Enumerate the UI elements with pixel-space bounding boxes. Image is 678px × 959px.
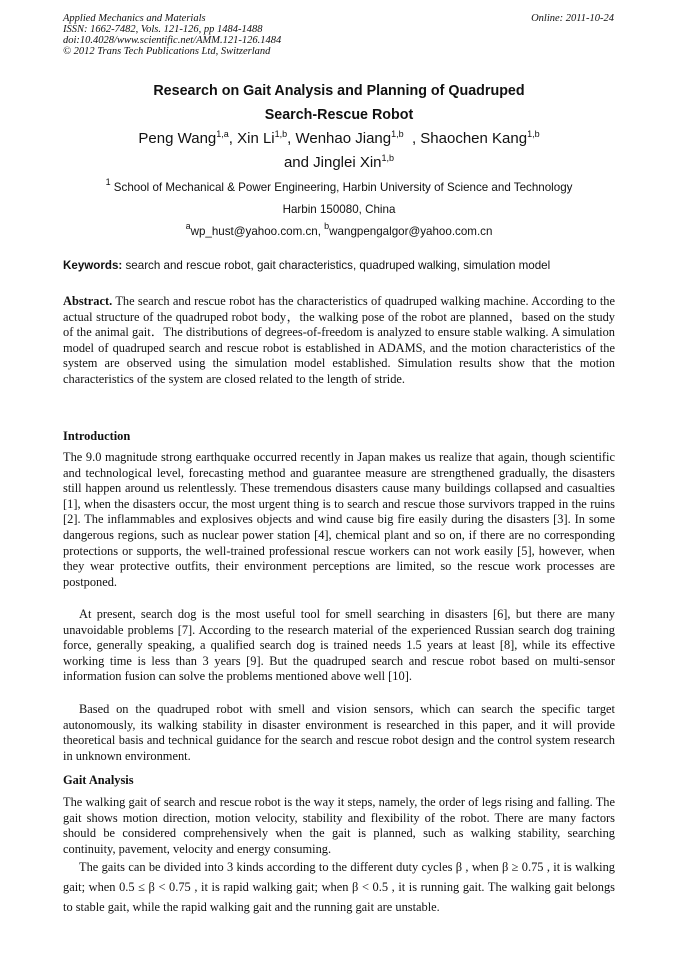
affiliation-line-1	[63, 177, 615, 198]
email-a: wp_hust@yahoo.com.cn,	[190, 225, 325, 238]
abstract-label: Abstract.	[63, 294, 113, 308]
author-superscript: 1,b	[274, 129, 288, 139]
email-b: wangpengalgor@yahoo.com.cn	[329, 225, 493, 238]
author-superscript: 1,b	[391, 129, 404, 139]
author-name: , Wenhao Jiang	[287, 130, 392, 147]
introduction-paragraph-3: Based on the quadruped robot with smell and vision sensors, which can search the specific target autonomously, its walking stability in disaster environment is researched in this paper, and it will provide theoretical basis and technical guidance for the search and rescue robot design and the control system research in unknown environment.	[63, 702, 615, 763]
copyright-line: © 2012 Trans Tech Publications Ltd, Switzerland	[63, 46, 271, 57]
author-list-line-1	[63, 127, 615, 151]
doi-line: doi:10.4028/www.scientific.net/AMM.121-126.1484	[63, 35, 282, 46]
email-superscript: a	[185, 221, 191, 231]
gait-paragraph-2: The gaits can be divided into 3 kinds according to the different duty cycles β , when β ≥ 0.75 , it is walking gait; when 0.5 ≤ β < 0.75 , it is rapid walking gait; when β < 0.5 , it is running gait. The walking gait belongs to stable gait, while the rapid walking gait and the running gait are unstable.	[63, 860, 615, 914]
online-date: Online: 2011-10-24	[531, 13, 614, 24]
affiliation-text: School of Mechanical & Power Engineering, Harbin University of Science and Technology	[110, 181, 573, 194]
introduction-paragraph-1: The 9.0 magnitude strong earthquake occurred recently in Japan makes us realize that again, though scientific and technological level, forecasting method and guarantee measure are strengthened gradually, the disasters still happen around us relentlessly. These tremendous disasters cause many buildings collapsed and casualties [1], when the disasters occur, the most urgent thing is to search and rescue those survivors trapped in the ruins [2]. The inflammables and explosives objects and wind cause big fire easily during the disasters [3]. In some dangerous regions, such as nuclear power station [4], chemical plant and so on, if there are no corresponding protections or supports, the well-trained professional rescue workers can not work easily [5], however, when they wear protective outfits, their environment perceptions are limited, so the rescue work processes are postponed.	[63, 450, 615, 589]
keywords-text: search and rescue robot, gait characteristics, quadruped walking, simulation model	[122, 259, 551, 272]
author-superscript: 1,a	[216, 129, 229, 139]
author-superscript: 1,b	[527, 129, 540, 139]
author-list-line-2	[63, 151, 615, 175]
journal-name: Applied Mechanics and Materials	[63, 13, 206, 24]
gait-analysis-heading: Gait Analysis	[63, 773, 134, 787]
author-name: , Shaochen Kang	[403, 130, 528, 147]
author-superscript: 1,b	[381, 153, 395, 163]
affiliation-superscript: 1	[105, 177, 111, 187]
journal-header	[63, 13, 281, 57]
affiliation-line-2: Harbin 150080, China	[282, 203, 396, 216]
introduction-paragraph-2: At present, search dog is the most useful tool for smell searching in disasters [6], but there are many unavoidable problems [7]. According to the research material of the experienced Russian search dog training force, generally speaking, a qualified search dog is trained needs 1.5 years at least [8], while its effective working time is less than 3 years [9]. But the quadruped search and rescue robot based on multi-sensor information fusion can solve the problems mentioned above well [10].	[63, 607, 615, 684]
abstract-paragraph	[63, 294, 615, 388]
author-name: , Xin Li	[228, 130, 275, 147]
gait-paragraph-1: The walking gait of search and rescue robot is the way it steps, namely, the order of legs rising and falling. The gait shows motion direction, motion velocity, stability and flexibility of the robot. There are many factors should be considered comprehensively when the gait is planned, such as walking stability, searching continuity, pavement, velocity and energy consuming.	[63, 795, 615, 856]
author-name: Peng Wang	[138, 130, 217, 147]
keywords-label: Keywords:	[63, 259, 123, 272]
keywords-line	[63, 259, 623, 272]
abstract-text: The search and rescue robot has the characteristics of quadruped walking machine. According to the actual structure of the quadruped robot body，the walking pose of the robot are planned，based on the study of the animal gait．The distributions of degrees-of-freedom is analyzed to ensure stable walking. A simulation model of quadruped search and rescue robot is established in ADAMS, and the motion characteristics of the system are observed using the simulation model established. Simulation results show that the motion characteristics of the system are closed related to the length of stride.	[63, 294, 615, 386]
paper-title-line-1: Research on Gait Analysis and Planning of Quadruped	[153, 83, 525, 99]
issn-line: ISSN: 1662-7482, Vols. 121-126, pp 1484-1488	[63, 24, 263, 35]
introduction-heading: Introduction	[63, 429, 131, 443]
email-superscript: b	[324, 221, 330, 231]
paper-title-line-2: Search-Rescue Robot	[264, 107, 414, 123]
email-line	[63, 221, 615, 242]
author-name: and Jinglei Xin	[283, 154, 382, 171]
